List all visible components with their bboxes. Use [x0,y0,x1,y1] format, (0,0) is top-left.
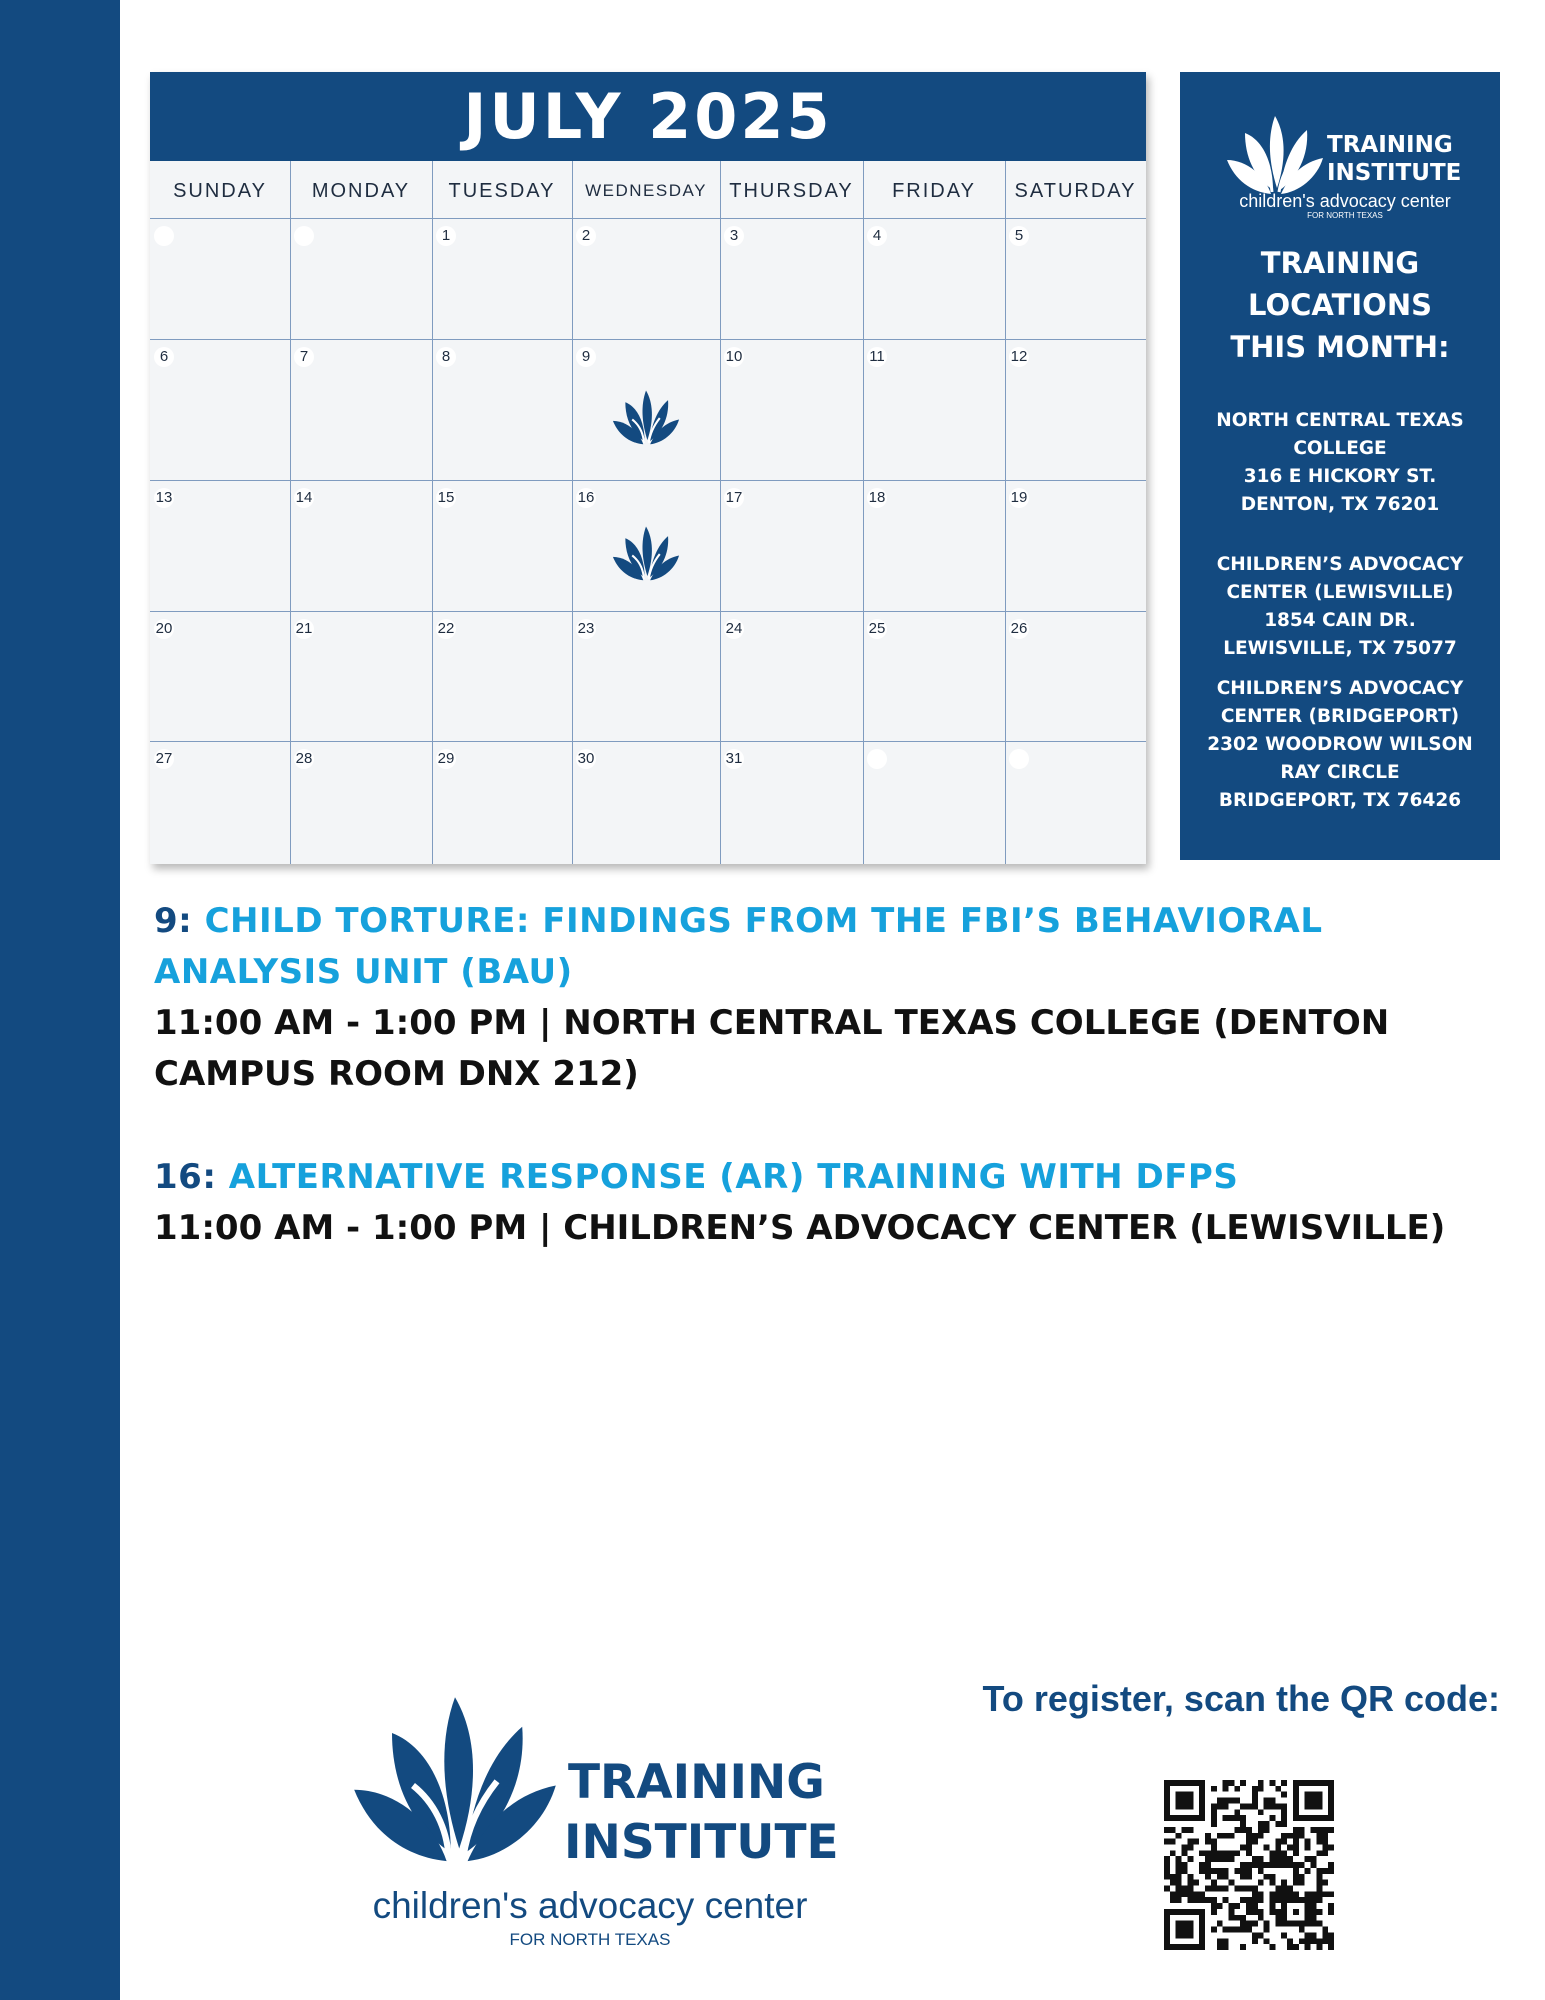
date-number: 1 [436,226,456,246]
event-title-line2: ANALYSIS UNIT (BAU) [154,952,573,992]
location-line: LEWISVILLE, TX 75077 [1223,638,1457,659]
event-16 [154,1152,1514,1254]
logo-line4: FOR NORTH TEXAS [509,1930,671,1949]
grid-col-line [863,161,864,864]
date-number: 21 [295,620,313,637]
empty-day-marker [1009,749,1029,769]
event-time-line2: CAMPUS ROOM DNX 212) [154,1054,639,1094]
date-number: 13 [155,489,173,506]
logo-line1: TRAINING [568,1755,825,1810]
day-header-saturday: SATURDAY [1014,180,1137,202]
date-number: 3 [724,226,744,246]
grid-row-line [150,339,1146,340]
date-number: 31 [725,750,743,767]
location-line: 2302 WOODROW WILSON [1207,734,1473,755]
logo-line3: children's advocacy center [1239,191,1451,211]
grid-col-line [290,161,291,864]
empty-day-marker [294,226,314,246]
grid-col-line [432,161,433,864]
date-number: 25 [868,620,886,637]
event-title [154,896,1514,947]
date-number: 27 [155,750,173,767]
location-line: CENTER (BRIDGEPORT) [1220,706,1460,727]
date-number: 7 [294,347,314,367]
date-number: 18 [868,489,886,506]
day-header-sunday: SUNDAY [173,180,267,202]
date-number: 28 [295,750,313,767]
day-header-tuesday: TUESDAY [448,180,556,202]
date-number: 12 [1010,348,1028,365]
heading-line: LOCATIONS [1248,288,1432,322]
date-number: 19 [1010,489,1028,506]
location-line: 1854 CAIN DR. [1264,610,1416,631]
grid-col-line [572,161,573,864]
date-number: 22 [437,620,455,637]
date-number: 2 [576,226,596,246]
location-line: NORTH CENTRAL TEXAS [1216,410,1464,431]
calendar-grid [150,161,1146,864]
empty-day-marker [154,226,174,246]
date-number: 23 [577,620,595,637]
register-text: To register, scan the QR code: [982,1678,1500,1719]
grid-row-line [150,480,1146,481]
grid-row-line [150,611,1146,612]
event-time-line1: 11:00 AM - 1:00 PM | NORTH CENTRAL TEXAS COLLEGE (DENTON [154,1003,1390,1043]
event-day: 9: [154,901,193,941]
lotus-logo-icon [1220,100,1470,220]
location-line: 316 E HICKORY ST. [1243,466,1437,487]
day-header-monday: MONDAY [311,180,411,202]
location-line: CHILDREN’S ADVOCACY [1216,554,1464,575]
date-number: 15 [437,489,455,506]
training-institute-logo [1220,100,1470,220]
date-number: 16 [577,489,595,506]
logo-line2: INSTITUTE [1327,160,1462,186]
event-lotus-icon [611,385,681,447]
heading-line: TRAINING [1260,246,1420,280]
empty-day-marker [867,749,887,769]
calendar [150,72,1146,864]
event-title-line1: CHILD TORTURE: FINDINGS FROM THE FBI’S BEHAVIORAL [204,901,1323,941]
date-number: 24 [725,620,743,637]
grid-row-line [150,218,1146,219]
date-number: 17 [725,489,743,506]
logo-line4: FOR NORTH TEXAS [1307,211,1383,220]
location-line: RAY CIRCLE [1280,762,1400,783]
date-number: 8 [436,347,456,367]
grid-col-line [720,161,721,864]
left-sidebar-bar [0,0,120,2000]
date-number: 9 [576,347,596,367]
location-line: BRIDGEPORT, TX 76426 [1218,790,1462,811]
location-bridgeport [1180,675,1500,815]
grid-row-line [150,741,1146,742]
lotus-logo-icon [340,1670,840,1960]
location-denton [1180,407,1500,519]
logo-line3: children's advocacy center [372,1885,808,1926]
locations-panel [1180,72,1500,860]
date-number: 30 [577,750,595,767]
location-line: CENTER (LEWISVILLE) [1226,582,1454,603]
day-header-friday: FRIDAY [892,180,976,202]
event-lotus-icon [611,521,681,583]
day-header-wednesday: WEDNESDAY [585,181,707,200]
grid-col-line [1005,161,1006,864]
date-number: 14 [295,489,313,506]
event-day: 16: [154,1157,217,1197]
logo-line2: INSTITUTE [564,1815,839,1870]
heading-line: THIS MONTH: [1230,330,1450,364]
calendar-title: JULY 2025 [150,72,1146,161]
logo-line1: TRAINING [1327,132,1453,158]
date-number: 26 [1010,620,1028,637]
date-number: 4 [867,226,887,246]
location-lewisville [1180,551,1500,663]
location-line: CHILDREN’S ADVOCACY [1216,678,1464,699]
date-number: 20 [155,620,173,637]
day-header-thursday: THURSDAY [729,180,854,202]
location-line: DENTON, TX 76201 [1240,494,1440,515]
date-number: 6 [154,347,174,367]
event-title-line1: ALTERNATIVE RESPONSE (AR) TRAINING WITH DFPS [228,1157,1239,1197]
date-number: 5 [1009,226,1029,246]
date-number: 11 [867,347,887,367]
footer-logo [340,1670,840,1960]
event-9 [154,896,1514,1100]
event-time-line1: 11:00 AM - 1:00 PM | CHILDREN’S ADVOCACY CENTER (LEWISVILLE) [154,1208,1446,1248]
date-number: 29 [437,750,455,767]
date-number: 10 [725,348,743,365]
location-line: COLLEGE [1293,438,1387,459]
event-title [154,1152,1514,1203]
qr-code[interactable] [1164,1780,1334,1950]
locations-heading [1180,242,1500,368]
